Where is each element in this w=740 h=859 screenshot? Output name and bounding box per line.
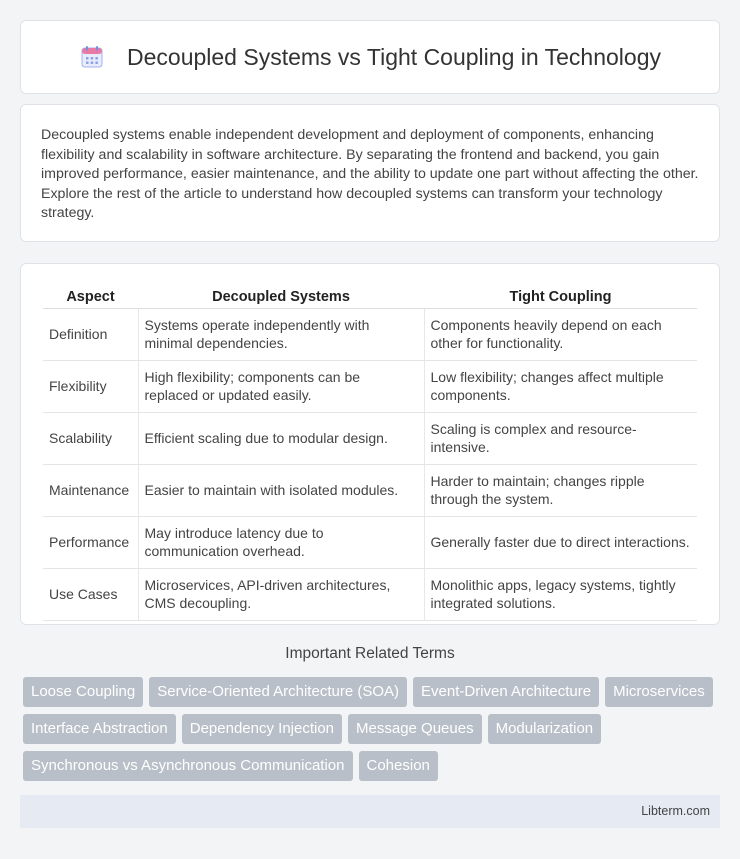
related-terms-title: Important Related Terms — [285, 645, 455, 662]
tag-microservices[interactable]: Microservices — [605, 677, 713, 707]
row-tight: Monolithic apps, legacy systems, tightly integrated solutions. — [424, 568, 697, 620]
tag-message-queues[interactable]: Message Queues — [348, 714, 482, 744]
title-card — [20, 20, 720, 94]
header-tight: Tight Coupling — [424, 284, 697, 308]
tag-interface-abstraction[interactable]: Interface Abstraction — [23, 714, 176, 744]
table-row — [43, 516, 697, 568]
comparison-table — [43, 284, 697, 621]
row-tight: Generally faster due to direct interactions. — [424, 516, 697, 568]
comparison-card — [20, 263, 720, 625]
footer — [20, 795, 720, 828]
row-aspect: Maintenance — [43, 464, 138, 516]
row-decoupled: Systems operate independently with minimal dependencies. — [138, 308, 424, 360]
row-decoupled: May introduce latency due to communication overhead. — [138, 516, 424, 568]
intro-paragraph: Decoupled systems enable independent development and deployment of components, enhancing flexibility and scalability in software architecture. By separating the frontend and backend, you gain improved performance, easier maintenance, and the ability to update one part without affecting the other. Explore the rest of the article to understand how decoupled systems can transform your technology strategy. — [41, 127, 699, 221]
tag-loose-coupling[interactable]: Loose Coupling — [23, 677, 143, 707]
page-title: Decoupled Systems vs Tight Coupling in Technology — [127, 43, 661, 70]
tag-sync-vs-async[interactable]: Synchronous vs Asynchronous Communication — [23, 751, 353, 781]
row-decoupled: Easier to maintain with isolated modules. — [138, 464, 424, 516]
tag-event-driven-architecture[interactable]: Event-Driven Architecture — [413, 677, 599, 707]
intro-card — [20, 104, 720, 242]
row-aspect: Use Cases — [43, 568, 138, 620]
row-tight: Low flexibility; changes affect multiple components. — [424, 360, 697, 412]
row-aspect: Performance — [43, 516, 138, 568]
row-aspect: Scalability — [43, 412, 138, 464]
table-header-row — [43, 284, 697, 308]
tag-cohesion[interactable]: Cohesion — [359, 751, 438, 781]
tag-modularization[interactable]: Modularization — [488, 714, 602, 744]
row-tight: Components heavily depend on each other for functionality. — [424, 308, 697, 360]
row-aspect: Flexibility — [43, 360, 138, 412]
table-row — [43, 464, 697, 516]
table-row — [43, 568, 697, 620]
row-decoupled: High flexibility; components can be replaced or updated easily. — [138, 360, 424, 412]
header-decoupled: Decoupled Systems — [138, 284, 424, 308]
row-decoupled: Efficient scaling due to modular design. — [138, 412, 424, 464]
row-decoupled: Microservices, API-driven architectures, CMS decoupling. — [138, 568, 424, 620]
footer-site-link[interactable]: Libterm.com — [641, 804, 710, 818]
calendar-icon — [79, 44, 105, 70]
related-terms-list — [23, 677, 723, 788]
tag-dependency-injection[interactable]: Dependency Injection — [182, 714, 342, 744]
table-row — [43, 308, 697, 360]
header-aspect: Aspect — [43, 284, 138, 308]
row-tight: Scaling is complex and resource-intensive. — [424, 412, 697, 464]
row-tight: Harder to maintain; changes ripple through the system. — [424, 464, 697, 516]
table-row — [43, 412, 697, 464]
table-row — [43, 360, 697, 412]
row-aspect: Definition — [43, 308, 138, 360]
tag-soa[interactable]: Service-Oriented Architecture (SOA) — [149, 677, 407, 707]
